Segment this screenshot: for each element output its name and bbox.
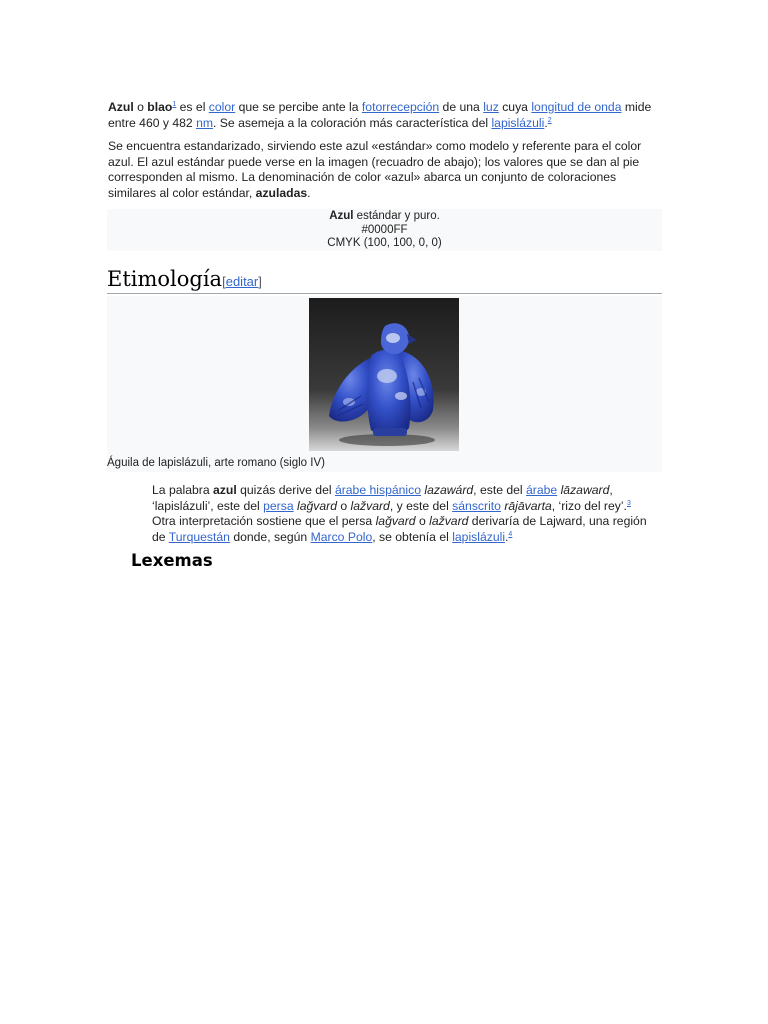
lapislazuli-link[interactable]: lapislázuli (491, 115, 545, 130)
figure-box (107, 296, 662, 472)
reference-2-link[interactable]: 2 (547, 116, 552, 124)
azuladas-bold: azuladas (255, 185, 308, 200)
eagle-sculpture-image[interactable] (309, 298, 459, 451)
color-name-line: Azul estándar y puro. (329, 210, 440, 222)
reference-1-link[interactable]: 1 (172, 101, 177, 108)
nm-link[interactable]: nm (196, 115, 214, 130)
section-heading-etimologia (107, 266, 662, 294)
color-hex-value: #0000FF (361, 223, 408, 236)
reference-3-link[interactable]: 3 (626, 499, 631, 507)
persa-link[interactable]: persa (263, 498, 294, 513)
luz-link[interactable]: luz (483, 100, 499, 114)
standard-paragraph: Se encuentra estandarizado, sirviendo este azul «estándar» como modelo y referente para el color azul. El azul estándar puede verse en la imagen (recuadro de abajo); los valores que se dan al pie corresponden al mismo. La denominación de color «azul» abarca un conjunto de coloraciones similares al color estándar, azuladas. (108, 139, 642, 200)
fotorrecepcion-link[interactable]: fotorrecepción (361, 100, 440, 114)
subsection-heading-lexemas: Lexemas (131, 551, 213, 570)
sanscrito-link[interactable]: sánscrito (452, 498, 501, 513)
marco-polo-link[interactable]: Marco Polo (310, 529, 373, 544)
term-blao: blao (147, 100, 173, 114)
arabe-link[interactable]: árabe (526, 483, 558, 497)
color-cmyk-value: CMYK (100, 100, 0, 0) (327, 237, 442, 249)
lapislazuli-link-2[interactable]: lapislázuli (452, 529, 506, 544)
arabe-hispanico-link[interactable]: árabe hispánico (334, 483, 421, 497)
reference-4-link[interactable]: 4 (508, 530, 513, 538)
section-title: Etimología (107, 267, 223, 291)
edit-section-link[interactable]: editar (225, 274, 259, 289)
color-info-box (107, 209, 662, 251)
color-link[interactable]: color (208, 100, 236, 114)
term-azul: Azul (108, 100, 134, 114)
longitud-de-onda-link[interactable]: longitud de onda (531, 100, 622, 114)
turquestan-link[interactable]: Turquestán (168, 529, 230, 544)
figure-caption: Águila de lapislázuli, arte romano (siglo IV) (107, 457, 325, 469)
etymology-paragraph: La palabra azul quizás derive del árabe hispánico lazawárd, este del árabe lāzaward, ‘lapislázuli’, este del persa lağvard o lažvard, y este del sánscrito rājāvarta, ‘rizo del rey’.$^3$ Otra interpretación sostiene que el persa lağvard o lažvard derivaría de Lajward, una región de Turquestán donde, según Marco Polo, se obtenía el lapislázuli.$^4$ (152, 483, 647, 544)
intro-paragraph: Azul o blao$^1$ es el color que se percibe ante la fotorrecepción de una luz cuya longitud de onda mide entre 460 y 482 nm. Se asemeja a la coloración más característica del lapislázuli.$^2$ (108, 100, 652, 130)
edit-section-control: [editar] (222, 274, 262, 289)
